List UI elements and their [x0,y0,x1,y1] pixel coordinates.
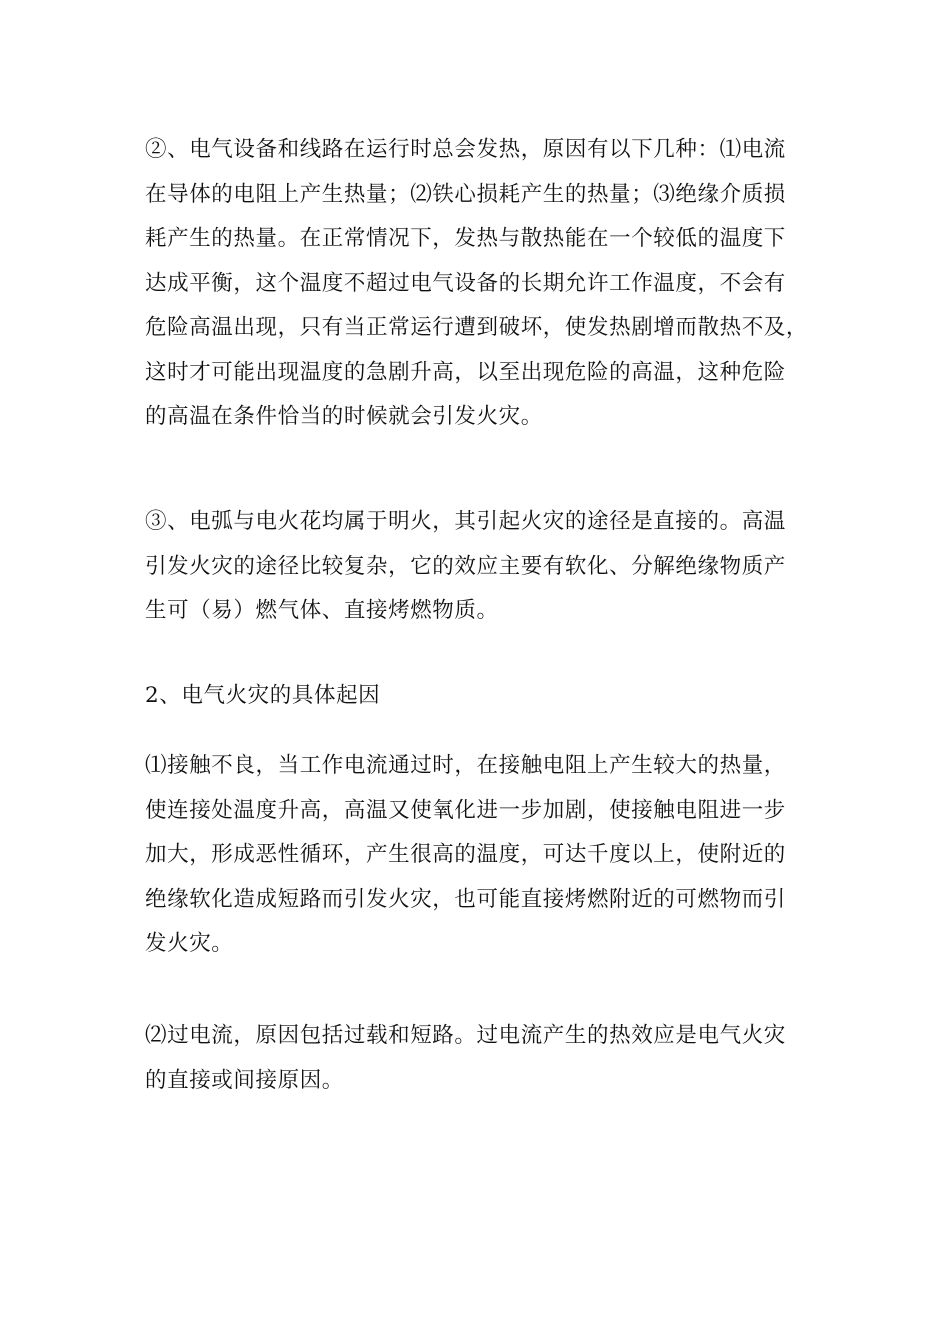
text-line: ③、电弧与电火花均属于明火，其引起火灾的途径是直接的。高温 [145,509,786,534]
paragraph-arc-spark [145,500,786,634]
text-line: 危险高温出现，只有当正常运行遭到破坏，使发热剧增而散热不及， [145,315,809,340]
text-line: ②、电气设备和线路在运行时总会发热，原因有以下几种：⑴电流 [145,137,786,162]
paragraph-heat-causes [145,128,808,440]
paragraph-poor-contact [145,744,786,967]
text-line: 绝缘软化造成短路而引发火灾，也可能直接烤燃附近的可燃物而引 [145,886,786,912]
text-line: 发火灾。 [145,931,234,956]
section-heading [145,674,380,719]
text-line: 引发火灾的途径比较复杂，它的效应主要有软化、分解绝缘物质产 [145,553,786,579]
text-line: 生可（易）燃气体、直接烤燃物质。 [145,598,499,623]
text-line: 这时才可能出现温度的急剧升高，以至出现危险的高温，这种危险 [145,359,786,385]
text-line: 的高温在条件恰当的时候就会引发火灾。 [145,404,543,429]
text-line: 达成平衡，这个温度不超过电气设备的长期允许工作温度，不会有 [145,270,786,296]
text-line: ⑴接触不良，当工作电流通过时，在接触电阻上产生较大的热量， [145,753,786,778]
text-line: ⑵过电流，原因包括过载和短路。过电流产生的热效应是电气火灾 [145,1023,786,1048]
paragraph-overcurrent [145,1014,786,1103]
heading-line: 2、电气火灾的具体起因 [145,683,381,708]
text-line: 耗产生的热量。在正常情况下，发热与散热能在一个较低的温度下 [145,226,786,251]
text-line: 的直接或间接原因。 [145,1067,344,1093]
text-line: 在导体的电阻上产生热量；⑵铁心损耗产生的热量；⑶绝缘介质损 [145,181,786,207]
text-line: 使连接处温度升高，高温又使氧化进一步加剧，使接触电阻进一步 [145,797,786,823]
text-line: 加大，形成恶性循环，产生很高的温度，可达千度以上，使附近的 [145,842,786,867]
